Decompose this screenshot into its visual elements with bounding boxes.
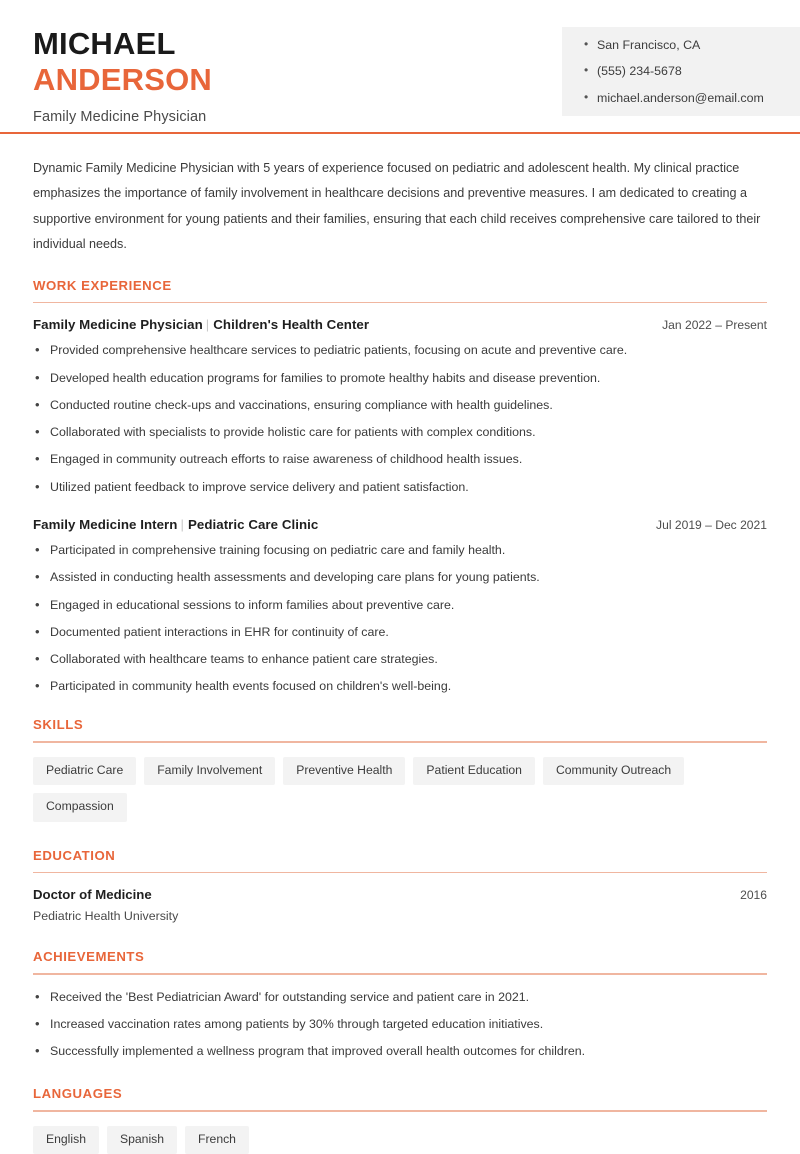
experience-entry-header [33, 517, 767, 532]
section-skills [33, 717, 767, 821]
experience-organization: Pediatric Care Clinic [187, 517, 319, 533]
education-entry [33, 887, 767, 923]
skills-chip-list [33, 757, 767, 822]
experience-role: Family Medicine Physician [33, 317, 203, 333]
section-divider [33, 741, 767, 743]
section-title-achievements: ACHIEVEMENTS [33, 949, 145, 965]
experience-bullet-list [33, 342, 767, 495]
skill-chip: Family Involvement [144, 757, 275, 785]
experience-organization: Children's Health Center [213, 317, 370, 333]
bullet-item: • Provided comprehensive healthcare services to pediatric patients, focusing on acute and preventive care. [33, 342, 767, 359]
bullet-item: • Conducted routine check-ups and vaccinations, ensuring compliance with health guidelines. [33, 397, 767, 414]
bullet-item: • Utilized patient feedback to improve service delivery and patient satisfaction. [33, 479, 767, 496]
experience-role: Family Medicine Intern [33, 517, 178, 533]
section-title-skills: SKILLS [33, 717, 84, 733]
experience-bullet-list [33, 542, 767, 695]
achievements-bullet-list [33, 989, 767, 1060]
skill-chip: Preventive Health [283, 757, 405, 785]
identity-block [0, 0, 212, 125]
section-divider [33, 1110, 767, 1112]
skill-chip: Patient Education [413, 757, 535, 785]
language-chip: English [33, 1126, 99, 1154]
section-title-education: EDUCATION [33, 847, 116, 863]
title-separator: | [205, 317, 210, 333]
section-divider [33, 872, 767, 874]
experience-entry-header [33, 317, 767, 332]
bullet-item: • Increased vaccination rates among patients by 30% through targeted education initiatives. [33, 1016, 767, 1033]
bullet-item: • Assisted in conducting health assessments and developing care plans for young patients. [33, 569, 767, 586]
section-education [33, 848, 767, 924]
contact-item-location: • San Francisco, CA [584, 39, 800, 51]
language-chip: Spanish [107, 1126, 177, 1154]
job-title: Family Medicine Physician [33, 108, 207, 125]
section-title-languages: LANGUAGES [33, 1085, 123, 1101]
section-divider [33, 302, 767, 304]
bullet-item: • Received the 'Best Pediatrician Award' for outstanding service and patient care in 2021. [33, 989, 767, 1006]
bullet-item: • Engaged in educational sessions to inform families about preventive care. [33, 597, 767, 614]
experience-title [33, 317, 369, 332]
skill-chip: Compassion [33, 793, 127, 821]
experience-title [33, 517, 318, 532]
first-name: MICHAEL [33, 26, 176, 61]
section-work-experience [33, 278, 767, 695]
education-school: Pediatric Health University [33, 909, 179, 924]
bullet-item: • Developed health education programs for families to promote healthy habits and disease prevention. [33, 370, 767, 387]
section-title-work-experience: WORK EXPERIENCE [33, 277, 172, 293]
contact-item-phone: • (555) 234-5678 [584, 65, 800, 77]
header-divider [0, 132, 800, 134]
bullet-item: • Collaborated with healthcare teams to enhance patient care strategies. [33, 651, 767, 668]
skill-chip: Community Outreach [543, 757, 684, 785]
contact-block [562, 27, 800, 116]
contact-list [584, 39, 800, 104]
bullet-item: • Documented patient interactions in EHR for continuity of care. [33, 624, 767, 641]
education-entry-header [33, 887, 767, 902]
section-divider [33, 973, 767, 975]
bullet-item: • Successfully implemented a wellness program that improved overall health outcomes for children. [33, 1043, 767, 1060]
education-degree: Doctor of Medicine [33, 887, 152, 903]
education-year: 2016 [740, 888, 767, 903]
bullet-item: • Collaborated with specialists to provide holistic care for patients with complex conditions. [33, 424, 767, 441]
experience-date: Jan 2022 – Present [662, 318, 767, 333]
language-chip: French [185, 1126, 249, 1154]
bullet-item: • Engaged in community outreach efforts to raise awareness of childhood health issues. [33, 451, 767, 468]
last-name: ANDERSON [33, 61, 213, 97]
skill-chip: Pediatric Care [33, 757, 136, 785]
title-separator: | [180, 517, 184, 533]
contact-item-email: • michael.anderson@email.com [584, 92, 800, 104]
professional-summary: Dynamic Family Medicine Physician with 5 years of experience focused on pediatric and adolescent health. My clinical practice emphasizes the importance of family involvement in healthcare decisions and preventive measures. I am dedicated to creating a supportive environment for young patients and their families, ensuring that each child receives comprehensive care tailored to their individual needs. [33, 161, 761, 252]
resume-header [0, 0, 800, 132]
resume-content [0, 156, 800, 1154]
section-languages [33, 1086, 767, 1154]
experience-date: Jul 2019 – Dec 2021 [656, 518, 767, 533]
experience-entry [33, 317, 767, 495]
experience-entry [33, 517, 767, 695]
bullet-item: • Participated in community health events focused on children's well-being. [33, 678, 767, 695]
bullet-item: • Participated in comprehensive training focusing on pediatric care and family health. [33, 542, 767, 559]
section-achievements [33, 949, 767, 1060]
